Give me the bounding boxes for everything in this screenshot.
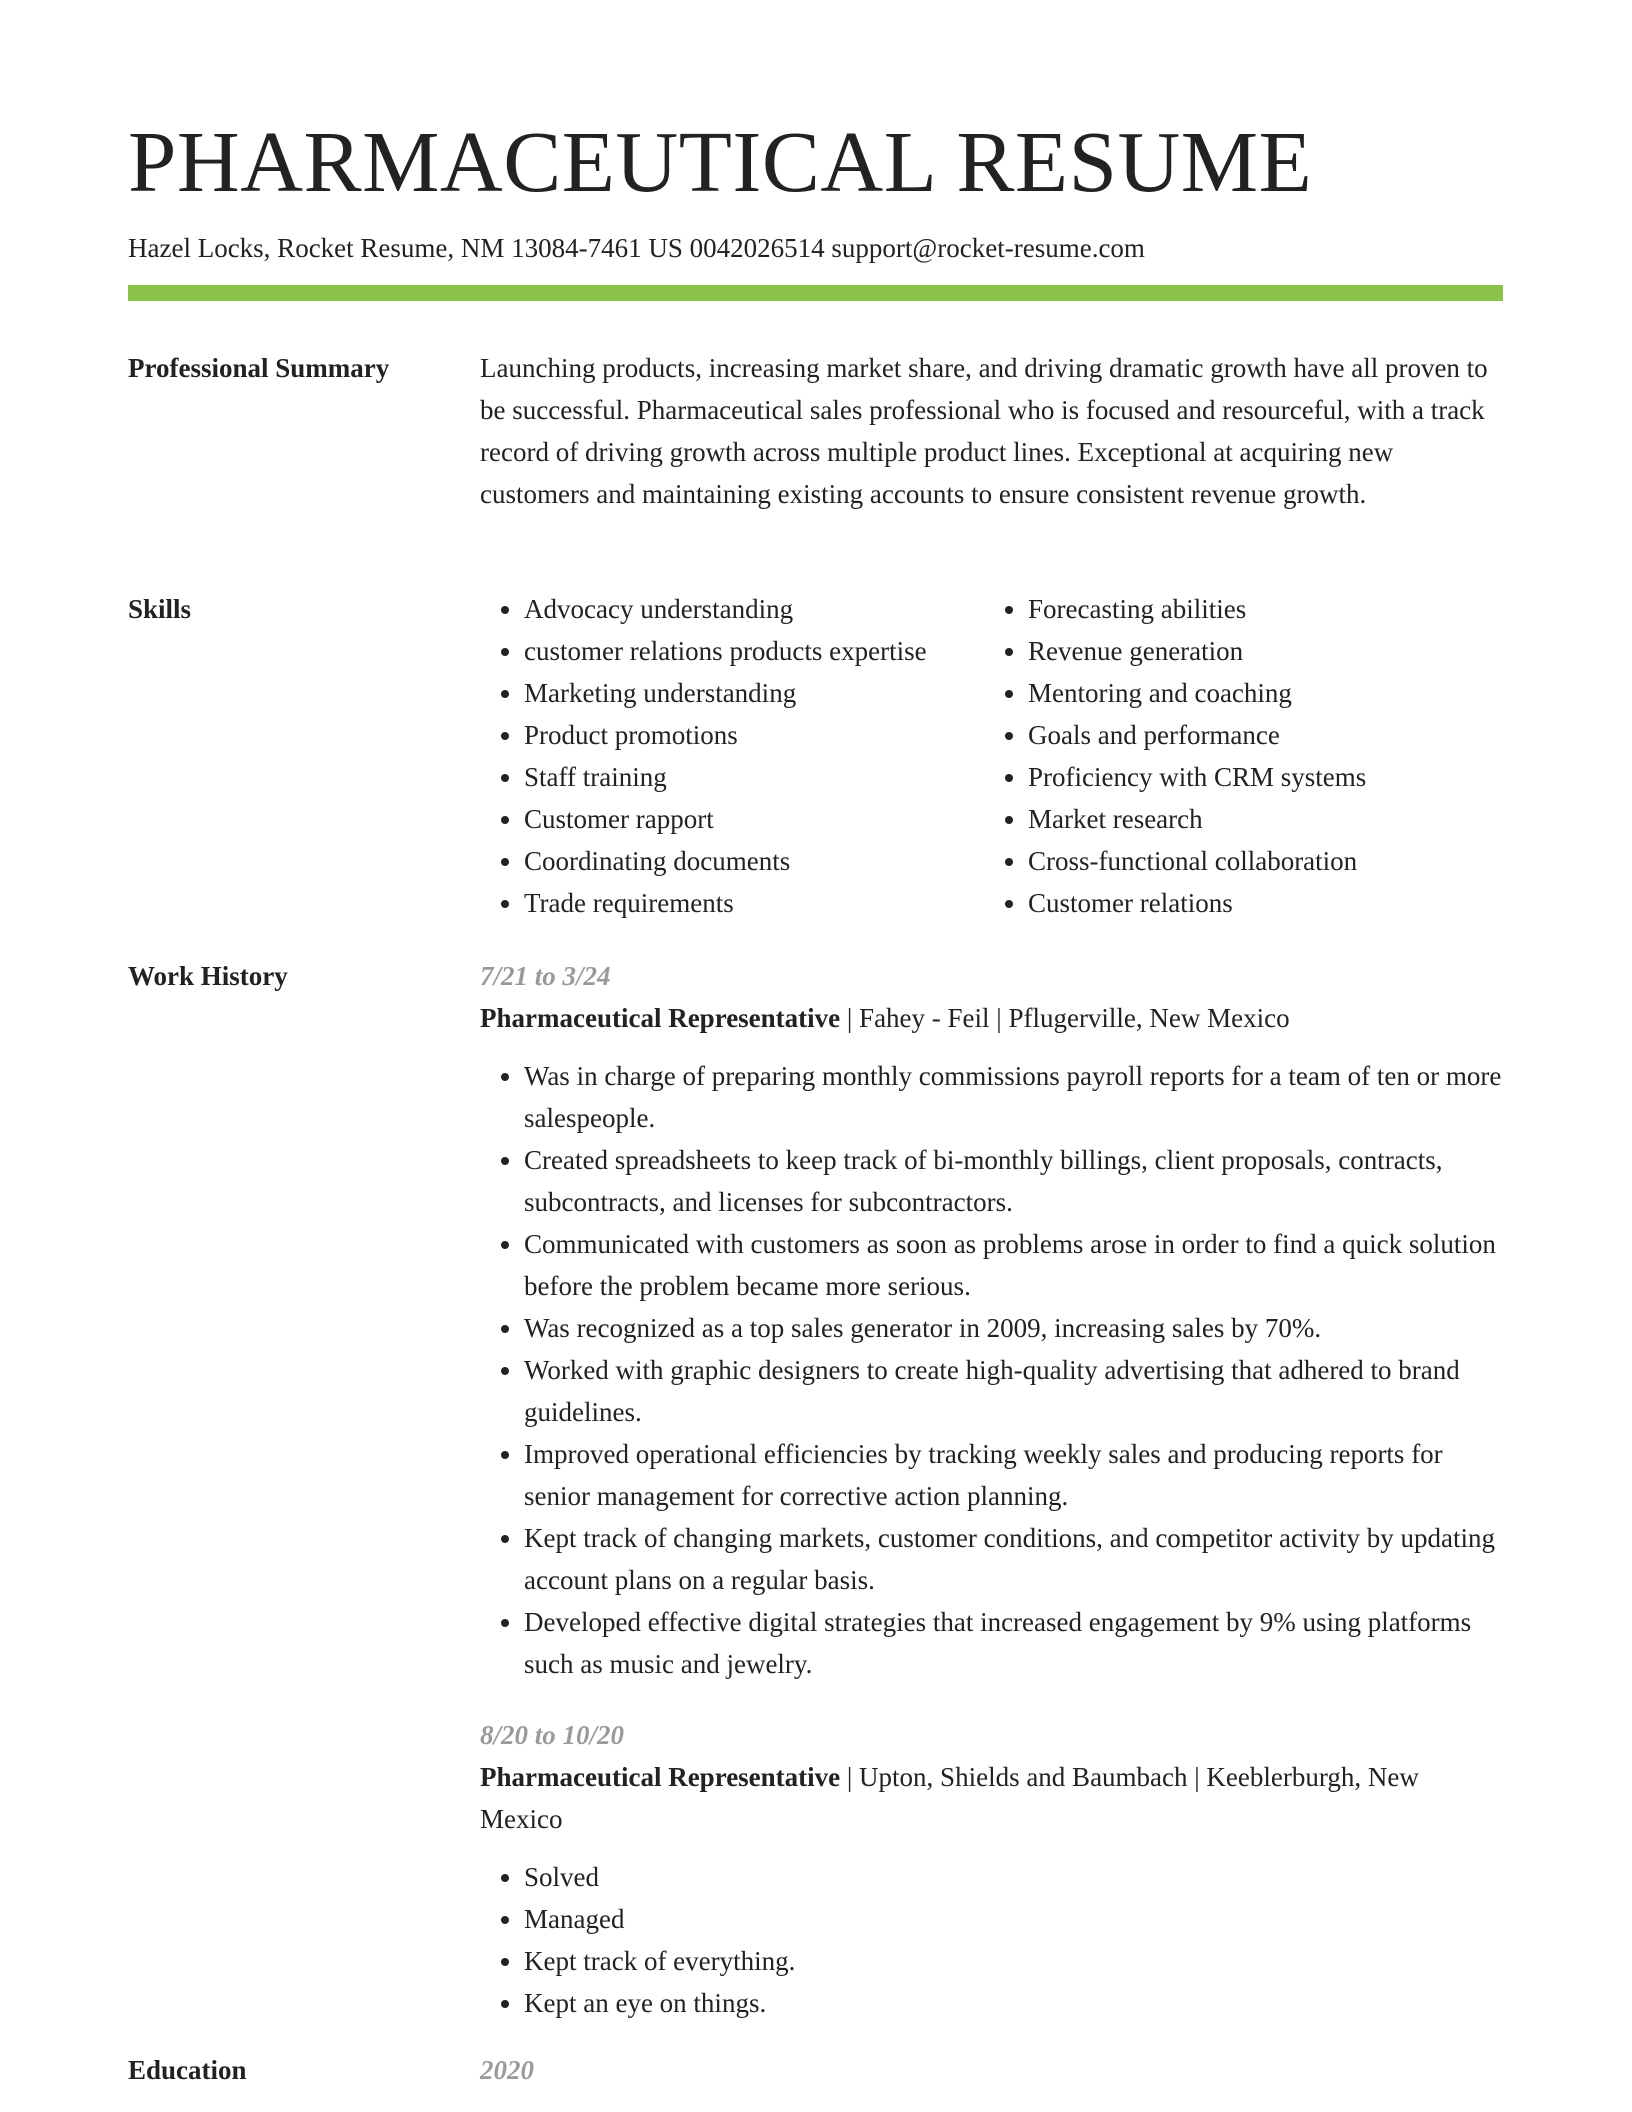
job-details: | Upton, Shields and Baumbach | Keeblerburgh, New Mexico [480,1762,1419,1834]
skill-item: • Marketing understanding [524,672,984,714]
job-bullet-list [480,1856,1503,2024]
skill-item: • Product promotions [524,714,984,756]
skill-item: • Coordinating documents [524,840,984,882]
skill-item: • Market research [1028,798,1498,840]
job-bullet: • Was in charge of preparing monthly commissions payroll reports for a team of ten or more salespeople. [524,1055,1503,1139]
accent-divider [128,285,1503,301]
job-bullet: • Kept an eye on things. [524,1982,1503,2024]
summary-label: Professional Summary [128,353,390,383]
skill-item: • Trade requirements [524,882,984,924]
job-bullet: • Was recognized as a top sales generator in 2009, increasing sales by 70%. [524,1307,1503,1349]
job-dates: 8/20 to 10/20 [480,1720,625,1750]
job-bullet: • Managed [524,1898,1503,1940]
job-title-line [480,1756,1503,1840]
job-bullet: • Created spreadsheets to keep track of bi-monthly billings, client proposals, contracts, subcontracts, and licenses for subcontractors. [524,1139,1503,1223]
summary-text: Launching products, increasing market share, and driving dramatic growth have all proven to be successful. Pharmaceutical sales professional who is focused and resourceful, with a track record of driving growth across multiple product lines. Exceptional at acquiring new customers and maintaining existing accounts to ensure consistent revenue growth. [480,353,1488,509]
summary-body [480,347,1503,515]
job-bullet: • Worked with graphic designers to create high-quality advertising that adhered to brand guidelines. [524,1349,1503,1433]
job-bullet: • Kept track of changing markets, customer conditions, and competitor activity by updating account plans on a regular basis. [524,1517,1503,1601]
education-label: Education [128,2055,247,2085]
job-entry [480,955,1503,1685]
job-title-line [480,997,1503,1039]
skill-item: • Mentoring and coaching [1028,672,1498,714]
work-history-body [480,955,1503,1685]
skills-list-right [984,588,1498,924]
skill-item: • Goals and performance [1028,714,1498,756]
job-entry [480,1714,1503,2024]
work-history-body-continued [480,1714,1503,2024]
education-body [480,2049,1503,2091]
job-bullet: • Solved [524,1856,1503,1898]
skill-item: • Advocacy understanding [524,588,984,630]
skill-item: • Proficiency with CRM systems [1028,756,1498,798]
skill-item: • Staff training [524,756,984,798]
skills-body [480,588,1503,924]
job-details: | Fahey - Feil | Pflugerville, New Mexico [840,1003,1290,1033]
skill-item: • customer relations products expertise [524,630,984,672]
contact-line: Hazel Locks, Rocket Resume, NM 13084-7461 US 0042026514 support@rocket-resume.com [128,233,1145,263]
job-role: Pharmaceutical Representative [480,1003,841,1033]
job-bullet: • Developed effective digital strategies that increased engagement by 9% using platforms such as music and jewelry. [524,1601,1503,1685]
job-bullet-list [480,1055,1503,1685]
education-dates: 2020 [480,2055,534,2085]
resume-title: PHARMACEUTICAL RESUME [128,113,1313,210]
job-bullet: • Kept track of everything. [524,1940,1503,1982]
work-history-label: Work History [128,961,288,991]
skill-item: • Customer relations [1028,882,1498,924]
skill-item: • Revenue generation [1028,630,1498,672]
skill-item: • Forecasting abilities [1028,588,1498,630]
skill-item: • Customer rapport [524,798,984,840]
skills-columns [480,588,1503,924]
job-bullet: • Communicated with customers as soon as problems arose in order to find a quick solution before the problem became more serious. [524,1223,1503,1307]
job-dates: 7/21 to 3/24 [480,961,611,991]
job-role: Pharmaceutical Representative [480,1762,841,1792]
skills-label: Skills [128,594,192,624]
skills-list-left [480,588,984,924]
skill-item: • Cross-functional collaboration [1028,840,1498,882]
job-bullet: • Improved operational efficiencies by tracking weekly sales and producing reports for senior management for corrective action planning. [524,1433,1503,1517]
